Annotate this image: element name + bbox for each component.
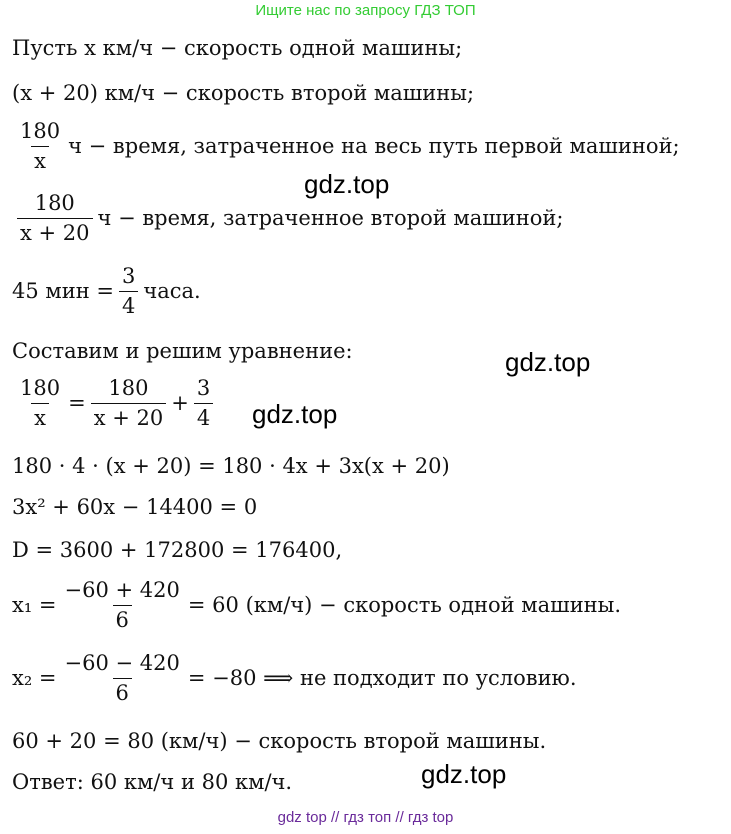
fraction: $\frac{180}{x}$ — [20, 376, 61, 430]
fraction: $\frac{-60 - 420}{6}$ — [64, 651, 180, 705]
line-expand: 180 · 4 · (x + 20) = 180 · 4x + 3x(x + 20) — [12, 454, 450, 478]
line-root-2: x₂ = $\frac{-60 - 420}{6}$ = −80 ⟹ не подходит по условию. — [12, 651, 577, 705]
line-answer: Ответ: 60 км/ч и 80 км/ч. — [12, 770, 293, 794]
line-compose-equation: Составим и решим уравнение: — [12, 339, 353, 363]
line-time-first: $\frac{180}{x}$ ч − время, затраченное на весь путь первой машиной; — [12, 121, 680, 172]
footer-links-text: gdz top // гдз топ // гдз top — [277, 809, 454, 826]
fraction: $\frac{180}{x + 20}$ — [91, 378, 167, 429]
line-equation: $\frac{180}{x}$ = $\frac{180}{x + 20}$ + $\frac{3}{4}$ — [12, 378, 218, 429]
watermark: gdz.top — [505, 347, 591, 377]
fraction: $\frac{180}{x + 20}$ — [17, 193, 93, 244]
fraction: $\frac{3}{4}$ — [119, 266, 138, 317]
fraction: $\frac{3}{4}$ — [194, 378, 213, 429]
line-speed-second: (x + 20) км/ч − скорость второй машины; — [12, 81, 475, 105]
watermark: gdz.top — [304, 169, 390, 199]
fraction: $\frac{-60 + 420}{6}$ — [64, 578, 180, 632]
line-speed-first: Пусть x км/ч − скорость одной машины; — [12, 36, 463, 60]
line-quadratic: 3x² + 60x − 14400 = 0 — [12, 495, 258, 519]
line-minutes: 45 мин = $\frac{3}{4}$ часа. — [12, 264, 201, 318]
fraction: $\frac{180}{x}$ — [20, 119, 61, 173]
line-time-second: $\frac{180}{x + 20}$ ч − время, затраченное второй машиной; — [12, 193, 564, 244]
line-speed-second-result: 60 + 20 = 80 (км/ч) − скорость второй машины. — [12, 729, 547, 753]
line-root-1: x₁ = $\frac{-60 + 420}{6}$ = 60 (км/ч) − скорость одной машины. — [12, 578, 622, 632]
line-discriminant: D = 3600 + 172800 = 176400, — [12, 538, 343, 562]
search-hint-header: Ищите нас по запросу ГДЗ ТОП — [255, 2, 476, 19]
watermark: gdz.top — [252, 399, 338, 429]
watermark: gdz.top — [421, 759, 507, 789]
